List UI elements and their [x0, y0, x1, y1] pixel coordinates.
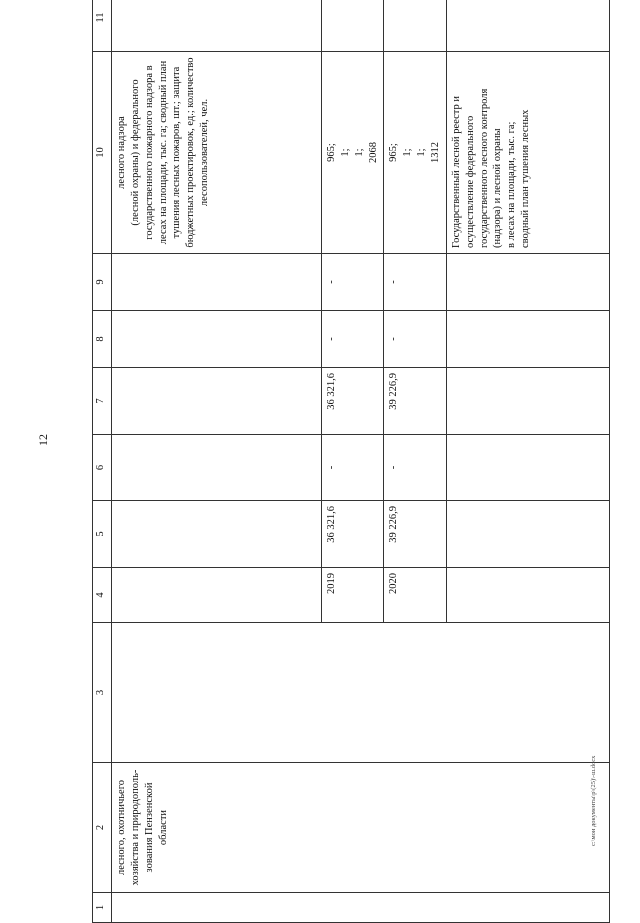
row4-col11	[446, 0, 609, 52]
row1-col7	[112, 368, 322, 435]
row1-col1	[112, 893, 610, 923]
col-number-1: 1	[93, 893, 112, 923]
indicator-cell: Государственный лесной реестр и осуществление федерального государственного лесного контроля (надзора) и лесной охраны в лесах на площади, тыс. га; сводный план тушения лесных	[446, 52, 609, 254]
col-number-11: 11	[93, 0, 112, 52]
regional-budget-cell: -	[384, 435, 446, 501]
row4-col6	[446, 435, 609, 501]
indicator-values-cell: 965; 1; 1; 2068	[322, 52, 384, 254]
col-number-2: 2	[93, 763, 112, 893]
row4-col9	[446, 254, 609, 311]
row2-col11	[322, 0, 384, 52]
column-number-row	[93, 0, 112, 923]
federal-budget-cell: 39 226,9	[384, 368, 446, 435]
row4-col4	[446, 568, 609, 623]
row1-col5	[112, 501, 322, 568]
footer-file-path: c:\мои документы\р\(25)\-ш.docx	[590, 755, 597, 846]
col-number-3: 3	[93, 623, 112, 763]
col-number-9: 9	[93, 254, 112, 311]
executor-cell: лесного, охотничьего хозяйства и природополь-зования Пензенской области	[112, 763, 610, 893]
year-cell: 2020	[384, 568, 446, 623]
row1-col3	[112, 623, 610, 763]
col-number-10: 10	[93, 52, 112, 254]
row1-col8	[112, 311, 322, 368]
table-row	[112, 0, 322, 923]
indicator-cell: лесного надзора (лесной охраны) и федерального государственного пожарного надзора в лесах на площади, тыс. га; сводный план тушения лесных пожаров, шт.; защита бюджетных проектировок, ед.; количество лесопользователей, чел.	[112, 52, 322, 254]
local-budget-cell: -	[384, 311, 446, 368]
row1-col6	[112, 435, 322, 501]
rotated-table-container	[92, 12, 610, 923]
col-number-8: 8	[93, 311, 112, 368]
col-number-4: 4	[93, 568, 112, 623]
other-sources-cell: -	[384, 254, 446, 311]
row4-col7	[446, 368, 609, 435]
page-number: 12	[36, 434, 50, 446]
col-number-6: 6	[93, 435, 112, 501]
total-cell: 36 321,6	[322, 501, 384, 568]
federal-budget-cell: 36 321,6	[322, 368, 384, 435]
row1-col9	[112, 254, 322, 311]
row4-col8	[446, 311, 609, 368]
col-number-7: 7	[93, 368, 112, 435]
year-cell: 2019	[322, 568, 384, 623]
row3-col11	[384, 0, 446, 52]
regional-budget-cell: -	[322, 435, 384, 501]
row1-col11	[112, 0, 322, 52]
local-budget-cell: -	[322, 311, 384, 368]
row1-col4	[112, 568, 322, 623]
row4-col5	[446, 501, 609, 568]
indicator-values-cell: 965; 1; 1; 1312	[384, 52, 446, 254]
data-table	[92, 0, 610, 923]
col-number-5: 5	[93, 501, 112, 568]
total-cell: 39 226,9	[384, 501, 446, 568]
other-sources-cell: -	[322, 254, 384, 311]
